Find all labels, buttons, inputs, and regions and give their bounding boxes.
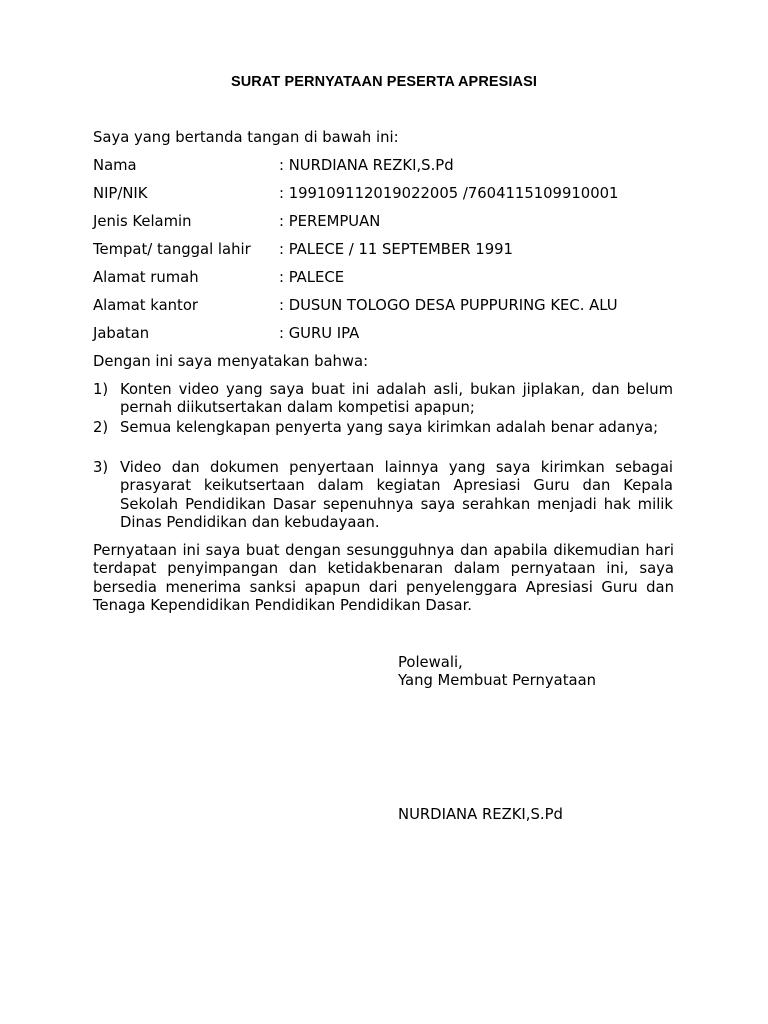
field-label: Nama [93, 157, 137, 174]
signature-name: NURDIANA REZKI,S.Pd [398, 806, 563, 823]
field-value: : PALECE [279, 269, 345, 286]
statement-item [93, 419, 673, 437]
statement-number: 2) [93, 419, 109, 436]
signature-role: Yang Membuat Pernyataan [398, 672, 597, 689]
field-value: : NURDIANA REZKI,S.Pd [279, 157, 454, 174]
statement-item [93, 459, 673, 532]
field-label: Jabatan [93, 325, 150, 342]
statement-number: 1) [93, 381, 109, 398]
field-value: : PEREMPUAN [279, 213, 381, 230]
statement-text: Video dan dokumen penyertaan lainnya yang saya kirimkan sebagai prasyarat keikutsertaan dalam kegiatan Apresiasi Guru dan Kepala Sekolah Pendidikan Dasar sepenuhnya saya serahkan menjadi hak milik Dinas Pendidikan dan kebudayaan. [120, 459, 673, 531]
field-value: : 199109112019022005 /7604115109910001 [279, 185, 619, 202]
statement-number: 3) [93, 459, 109, 476]
statement-text: Semua kelengkapan penyerta yang saya kirimkan adalah benar adanya; [120, 419, 659, 436]
statement-intro: Dengan ini saya menyatakan bahwa: [93, 353, 369, 370]
field-value: : DUSUN TOLOGO DESA PUPPURING KEC. ALU [279, 297, 618, 314]
statement-text: Konten video yang saya buat ini adalah asli, bukan jiplakan, dan belum pernah diikutsertakan dalam kompetisi apapun; [120, 381, 673, 417]
signature-place: Polewali, [398, 654, 463, 671]
field-label: Jenis Kelamin [93, 213, 192, 230]
closing-paragraph: Pernyataan ini saya buat dengan sesungguhnya dan apabila dikemudian hari terdapat penyimpangan dan ketidakbenaran dalam pernyataan ini, saya bersedia menerima sanksi apapun dari penyelenggara Apresiasi Guru dan Tenaga Kependidikan Pendidikan Pendidikan Dasar. [93, 542, 674, 614]
intro-text: Saya yang bertanda tangan di bawah ini: [93, 129, 399, 146]
field-value: : PALECE / 11 SEPTEMBER 1991 [279, 241, 513, 258]
document-title: SURAT PERNYATAAN PESERTA APRESIASI [230, 74, 538, 90]
field-label: Alamat kantor [93, 297, 198, 314]
field-label: NIP/NIK [93, 185, 148, 202]
statement-item [93, 381, 673, 418]
field-label: Alamat rumah [93, 269, 199, 286]
field-label: Tempat/ tanggal lahir [93, 241, 251, 258]
field-value: : GURU IPA [279, 325, 360, 342]
